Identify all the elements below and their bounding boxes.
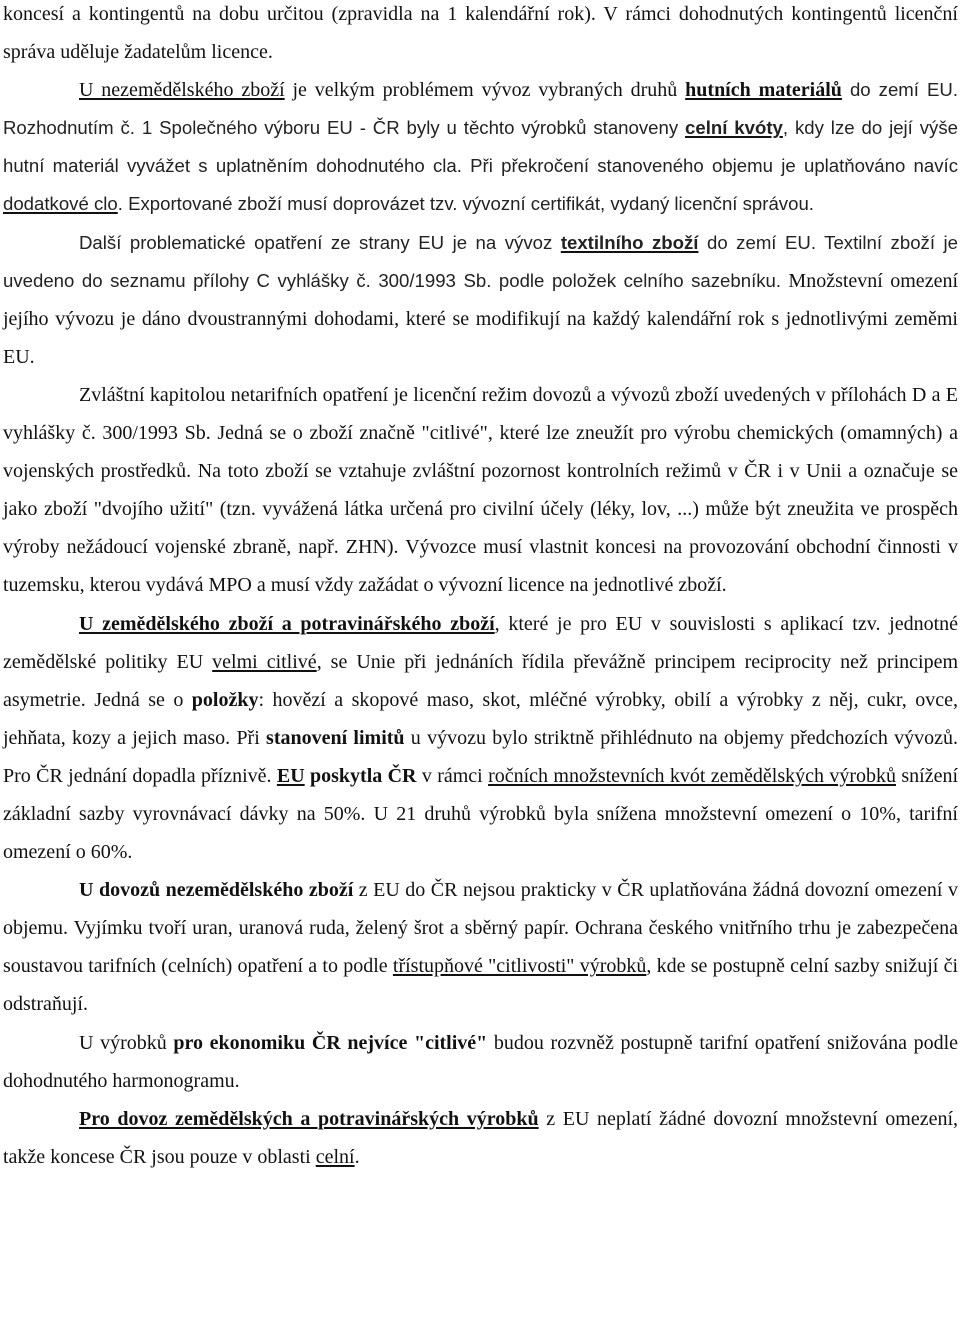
text-run: hutních materiálů xyxy=(685,79,842,102)
text-run: koncesí a kontingentů na dobu určitou (zpravidla na 1 kalendářní rok). V rámci dohodnutých kontingentů licenční správa uděluje žadatelům licence. xyxy=(3,3,958,64)
text-run: , kde se postupně celní sazby snižují či odstraňují. xyxy=(3,955,958,1016)
text-run: U dovozů nezemědělského zboží xyxy=(79,879,354,902)
text-run: Množstevní omezení jejího vývozu je dáno dvoustrannými dohodami, které se modifikují na každý kalendářní rok s jednotlivými zeměmi EU. xyxy=(3,269,958,368)
text-run: dodatkové clo xyxy=(3,193,118,215)
text-run: U výrobků xyxy=(79,1031,174,1054)
text-run: EU xyxy=(276,764,305,787)
text-run: celní kvóty xyxy=(685,117,783,139)
text-run: . Exportované zboží musí doprovázet tzv. vývozní certifikát, vydaný licenční správou. xyxy=(117,193,814,215)
text-run: třístupňové "citlivosti" výrobků xyxy=(392,955,647,978)
text-run: U nezemědělského zboží xyxy=(79,79,285,102)
text-run: z EU neplatí žádné dovozní množstevní omezení, takže koncese ČR jsou pouze v oblasti xyxy=(3,1107,959,1168)
text-run: do zemí EU. Textilní zboží je uvedeno do seznamu přílohy C vyhlášky č. 300/1993 Sb. podle položek celního sazebníku. xyxy=(3,231,958,291)
text-run: , které je pro EU v souvislosti s aplikací tzv. jednotné zemědělské politiky EU xyxy=(3,612,959,673)
text-run: , kdy lze do její výše hutní materiál vyvážet s uplatněním dohodnutého cla. Při překročení stanoveného objemu je uplatňováno navíc xyxy=(3,117,958,177)
text-run: . xyxy=(354,1145,360,1168)
text-run: stanovení limitů xyxy=(266,726,405,749)
paragraph-8 xyxy=(3,1100,958,1176)
text-run: poskytla ČR xyxy=(304,764,417,787)
text-run: : hovězí a skopové maso, skot, mléčné výrobky, obilí a výrobky z něj, cukr, ovce, jehňata, kozy a jejich maso. Při xyxy=(3,688,958,749)
paragraph-7 xyxy=(3,1024,958,1100)
text-run: U zemědělského zboží a potravinářského zboží xyxy=(79,612,495,635)
text-run: textilního zboží xyxy=(560,231,699,253)
paragraph-5 xyxy=(3,605,958,872)
text-run: , se Unie při jednáních řídila převážně principem reciprocity než principem asymetrie. Jedná se o xyxy=(3,650,959,711)
paragraph-3 xyxy=(3,224,958,376)
paragraph-1 xyxy=(3,0,958,71)
text-run: v rámci xyxy=(416,764,489,787)
text-run: Zvláštní kapitolou netarifních opatření je licenční režim dovozů a vývozů zboží uvedených v přílohách D a E vyhlášky č. 300/1993 Sb. Jedná se o zboží značně "citlivé", které lze zneužít pro výrobu chemických (omamných) a vojenských prostředků. Na toto zboží se vztahuje zvláštní pozornost kontrolních režimů v ČR i v Unii a označuje se jako zboží "dvojího užití" (tzn. vyvážená látka určená pro civilní účely (léky, lov, ...) může být zneužita ve prospěch výroby nežádoucí vojenské zbraně, např. ZHN). Vývozce musí vlastnit koncesi na provozování obchodní činnosti v tuzemsku, kterou vydává MPO a musí vždy zažádat o vývozní licence na jednotlivé zboží. xyxy=(3,383,958,597)
paragraph-6 xyxy=(3,871,958,1023)
text-run: Pro dovoz zemědělských a potravinářských výrobků xyxy=(79,1107,539,1130)
text-run: budou rozvněž postupně tarifní opatření snižována podle dohodnutého harmonogramu. xyxy=(3,1031,959,1092)
text-run: do zemí EU. xyxy=(841,79,958,101)
text-run: je velkým problémem vývoz vybraných druhů xyxy=(284,79,686,102)
paragraph-4 xyxy=(3,376,958,605)
text-run: snížení základní sazby vyrovnávací dávky na 50%. U 21 druhů výrobků byla snížena množstevní omezení o 10%, tarifní omezení o 60%. xyxy=(3,764,959,864)
paragraph-2 xyxy=(3,71,958,223)
text-run: Rozhodnutím č. 1 Společného výboru EU - ČR byly u těchto výrobků stanoveny xyxy=(3,117,686,139)
text-run: Další problematické opatření ze strany EU je na vývoz xyxy=(79,231,561,253)
text-run: položky xyxy=(191,688,259,711)
text-run: ročních množstevních kvót zemědělských výrobků xyxy=(488,764,897,787)
text-run: z EU do ČR nejsou prakticky v ČR uplatňována žádná dovozní omezení v objemu. Vyjímku tvoří uran, uranová ruda, želený šrot a sběrný papír. Ochrana českého vnitřního trhu je zabezpečena soustavou tarifních (celních) opatření a to podle xyxy=(3,879,958,978)
text-run: celní xyxy=(315,1145,355,1168)
text-run: velmi citlivé xyxy=(212,650,317,673)
text-run: u vývozu bylo striktně přihlédnuto na objemy předchozích vývozů. Pro ČR jednání dopadla příznivě. xyxy=(3,726,958,787)
text-run: pro ekonomiku ČR nejvíce "citlivé" xyxy=(173,1031,488,1054)
